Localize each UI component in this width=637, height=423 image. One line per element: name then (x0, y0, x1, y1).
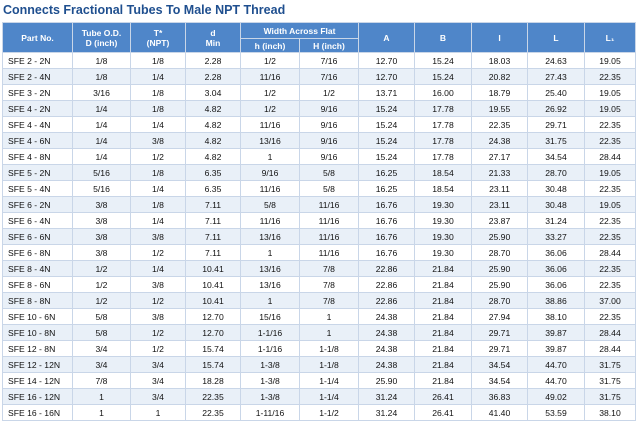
cell-i: 25.90 (472, 229, 528, 245)
cell-tube-od: 3/8 (73, 245, 131, 261)
cell-b: 17.78 (415, 133, 472, 149)
cell-i: 28.70 (472, 245, 528, 261)
cell-l: 44.70 (528, 357, 585, 373)
cell-part-no: SFE 2 - 2N (3, 53, 73, 69)
header-h-small: h (inch) (241, 39, 300, 53)
cell-h-large: 1-1/8 (300, 357, 359, 373)
cell-d-min: 15.74 (186, 341, 241, 357)
header-h-large: H (inch) (300, 39, 359, 53)
cell-l: 30.48 (528, 181, 585, 197)
cell-a: 31.24 (359, 389, 415, 405)
cell-d-min: 4.82 (186, 117, 241, 133)
cell-part-no: SFE 4 - 2N (3, 101, 73, 117)
cell-l: 31.24 (528, 213, 585, 229)
cell-tube-od: 1/4 (73, 133, 131, 149)
cell-l: 24.63 (528, 53, 585, 69)
cell-l1: 22.35 (585, 181, 636, 197)
table-row (3, 293, 636, 309)
header-i: I (472, 23, 528, 53)
cell-l1: 31.75 (585, 373, 636, 389)
header-d-min (186, 23, 241, 53)
cell-d-min: 18.28 (186, 373, 241, 389)
cell-h-small: 11/16 (241, 69, 300, 85)
cell-h-small: 1-3/8 (241, 389, 300, 405)
header-tube-od (73, 23, 131, 53)
cell-h-small: 13/16 (241, 133, 300, 149)
cell-l1: 28.44 (585, 341, 636, 357)
cell-l1: 22.35 (585, 117, 636, 133)
cell-l1: 19.05 (585, 197, 636, 213)
cell-thread: 3/8 (131, 133, 186, 149)
cell-h-large: 9/16 (300, 101, 359, 117)
cell-l: 39.87 (528, 341, 585, 357)
cell-d-min: 7.11 (186, 245, 241, 261)
cell-thread: 1/2 (131, 149, 186, 165)
cell-h-small: 1-3/8 (241, 357, 300, 373)
cell-d-min: 6.35 (186, 165, 241, 181)
cell-a: 15.24 (359, 149, 415, 165)
cell-i: 22.35 (472, 117, 528, 133)
cell-b: 21.84 (415, 341, 472, 357)
cell-a: 12.70 (359, 53, 415, 69)
cell-h-large: 7/8 (300, 293, 359, 309)
cell-h-large: 1-1/8 (300, 341, 359, 357)
cell-tube-od: 1/2 (73, 261, 131, 277)
cell-l1: 22.35 (585, 229, 636, 245)
cell-thread: 1/4 (131, 261, 186, 277)
cell-i: 27.17 (472, 149, 528, 165)
table-row (3, 245, 636, 261)
cell-thread: 3/4 (131, 373, 186, 389)
cell-h-small: 1 (241, 245, 300, 261)
cell-d-min: 15.74 (186, 357, 241, 373)
cell-a: 24.38 (359, 341, 415, 357)
cell-d-min: 12.70 (186, 309, 241, 325)
cell-tube-od: 7/8 (73, 373, 131, 389)
table-row (3, 261, 636, 277)
header-l1: L₁ (585, 23, 636, 53)
cell-l1: 31.75 (585, 389, 636, 405)
cell-d-min: 10.41 (186, 277, 241, 293)
table-row (3, 133, 636, 149)
cell-l: 39.87 (528, 325, 585, 341)
cell-part-no: SFE 6 - 6N (3, 229, 73, 245)
cell-part-no: SFE 8 - 4N (3, 261, 73, 277)
cell-i: 27.94 (472, 309, 528, 325)
table-row (3, 101, 636, 117)
header-a: A (359, 23, 415, 53)
cell-h-large: 1-1/2 (300, 405, 359, 421)
cell-h-small: 1/2 (241, 53, 300, 69)
table-row (3, 213, 636, 229)
cell-d-min: 7.11 (186, 213, 241, 229)
cell-a: 15.24 (359, 117, 415, 133)
cell-a: 16.76 (359, 245, 415, 261)
cell-l1: 31.75 (585, 357, 636, 373)
cell-l1: 19.05 (585, 101, 636, 117)
table-row (3, 53, 636, 69)
cell-l: 53.59 (528, 405, 585, 421)
cell-i: 34.54 (472, 357, 528, 373)
table-row (3, 373, 636, 389)
cell-tube-od: 5/16 (73, 165, 131, 181)
cell-l1: 28.44 (585, 149, 636, 165)
cell-h-small: 5/8 (241, 197, 300, 213)
header-b: B (415, 23, 472, 53)
cell-i: 28.70 (472, 293, 528, 309)
cell-part-no: SFE 14 - 12N (3, 373, 73, 389)
header-tube-od-line2: D (inch) (85, 37, 118, 48)
header-row-top (3, 23, 636, 39)
cell-thread: 1/2 (131, 293, 186, 309)
cell-tube-od: 1/4 (73, 101, 131, 117)
table-row (3, 85, 636, 101)
cell-l1: 22.35 (585, 133, 636, 149)
cell-l1: 37.00 (585, 293, 636, 309)
cell-thread: 1/8 (131, 101, 186, 117)
cell-l1: 19.05 (585, 53, 636, 69)
cell-d-min: 3.04 (186, 85, 241, 101)
cell-tube-od: 3/16 (73, 85, 131, 101)
cell-part-no: SFE 3 - 2N (3, 85, 73, 101)
cell-l1: 28.44 (585, 325, 636, 341)
cell-a: 22.86 (359, 293, 415, 309)
cell-b: 19.30 (415, 213, 472, 229)
cell-d-min: 4.82 (186, 149, 241, 165)
cell-l: 36.06 (528, 245, 585, 261)
cell-i: 29.71 (472, 325, 528, 341)
cell-l1: 22.35 (585, 213, 636, 229)
cell-tube-od: 1 (73, 405, 131, 421)
cell-d-min: 7.11 (186, 197, 241, 213)
cell-a: 31.24 (359, 405, 415, 421)
cell-h-large: 5/8 (300, 181, 359, 197)
cell-h-small: 13/16 (241, 229, 300, 245)
table-row (3, 389, 636, 405)
cell-part-no: SFE 4 - 8N (3, 149, 73, 165)
cell-thread: 1/4 (131, 213, 186, 229)
table-row (3, 149, 636, 165)
cell-thread: 3/8 (131, 277, 186, 293)
cell-thread: 3/8 (131, 229, 186, 245)
cell-l: 31.75 (528, 133, 585, 149)
cell-i: 23.11 (472, 197, 528, 213)
cell-part-no: SFE 8 - 8N (3, 293, 73, 309)
cell-d-min: 10.41 (186, 261, 241, 277)
cell-h-large: 9/16 (300, 117, 359, 133)
cell-i: 18.79 (472, 85, 528, 101)
cell-b: 26.41 (415, 405, 472, 421)
cell-b: 19.30 (415, 197, 472, 213)
cell-thread: 3/8 (131, 309, 186, 325)
cell-b: 17.78 (415, 101, 472, 117)
cell-a: 16.25 (359, 181, 415, 197)
cell-tube-od: 5/16 (73, 181, 131, 197)
cell-a: 22.86 (359, 261, 415, 277)
cell-h-small: 1-1/16 (241, 325, 300, 341)
cell-i: 23.87 (472, 213, 528, 229)
cell-b: 15.24 (415, 53, 472, 69)
cell-thread: 1/4 (131, 117, 186, 133)
cell-l: 27.43 (528, 69, 585, 85)
cell-thread: 1 (131, 405, 186, 421)
cell-part-no: SFE 10 - 6N (3, 309, 73, 325)
cell-h-large: 11/16 (300, 229, 359, 245)
table-row (3, 69, 636, 85)
cell-i: 36.83 (472, 389, 528, 405)
header-thread-line2: (NPT) (146, 37, 170, 48)
cell-a: 24.38 (359, 325, 415, 341)
cell-l1: 28.44 (585, 245, 636, 261)
table-row (3, 229, 636, 245)
cell-d-min: 4.82 (186, 133, 241, 149)
cell-l: 33.27 (528, 229, 585, 245)
cell-b: 15.24 (415, 69, 472, 85)
cell-d-min: 22.35 (186, 389, 241, 405)
cell-tube-od: 3/8 (73, 213, 131, 229)
cell-part-no: SFE 4 - 4N (3, 117, 73, 133)
header-width-across-flat: Width Across Flat (241, 23, 359, 39)
cell-i: 23.11 (472, 181, 528, 197)
cell-d-min: 7.11 (186, 229, 241, 245)
cell-b: 21.84 (415, 277, 472, 293)
table-row (3, 181, 636, 197)
cell-b: 21.84 (415, 325, 472, 341)
cell-h-small: 11/16 (241, 117, 300, 133)
cell-tube-od: 1/2 (73, 293, 131, 309)
cell-h-small: 1 (241, 149, 300, 165)
cell-l: 49.02 (528, 389, 585, 405)
cell-a: 15.24 (359, 133, 415, 149)
cell-a: 22.86 (359, 277, 415, 293)
table-row (3, 117, 636, 133)
cell-h-small: 1-3/8 (241, 373, 300, 389)
cell-a: 24.38 (359, 357, 415, 373)
cell-a: 16.76 (359, 197, 415, 213)
cell-l: 26.92 (528, 101, 585, 117)
cell-l: 34.54 (528, 149, 585, 165)
cell-part-no: SFE 5 - 2N (3, 165, 73, 181)
cell-part-no: SFE 12 - 12N (3, 357, 73, 373)
cell-i: 34.54 (472, 373, 528, 389)
header-d-line2: Min (205, 37, 221, 48)
header-l: L (528, 23, 585, 53)
cell-thread: 3/4 (131, 357, 186, 373)
cell-l: 36.06 (528, 261, 585, 277)
cell-l: 30.48 (528, 197, 585, 213)
cell-h-large: 7/8 (300, 277, 359, 293)
cell-b: 18.54 (415, 165, 472, 181)
cell-i: 20.82 (472, 69, 528, 85)
cell-l1: 38.10 (585, 405, 636, 421)
cell-a: 25.90 (359, 373, 415, 389)
cell-part-no: SFE 8 - 6N (3, 277, 73, 293)
cell-tube-od: 1/4 (73, 149, 131, 165)
cell-d-min: 10.41 (186, 293, 241, 309)
cell-d-min: 12.70 (186, 325, 241, 341)
header-tube-od-line1: Tube O.D. (81, 27, 122, 38)
cell-h-small: 1/2 (241, 85, 300, 101)
cell-l: 38.86 (528, 293, 585, 309)
cell-h-small: 1/2 (241, 101, 300, 117)
cell-h-small: 1-1/16 (241, 341, 300, 357)
cell-tube-od: 3/4 (73, 357, 131, 373)
cell-h-large: 11/16 (300, 213, 359, 229)
cell-tube-od: 3/8 (73, 197, 131, 213)
cell-thread: 3/4 (131, 389, 186, 405)
cell-i: 25.90 (472, 277, 528, 293)
cell-b: 21.84 (415, 373, 472, 389)
cell-part-no: SFE 12 - 8N (3, 341, 73, 357)
cell-d-min: 4.82 (186, 101, 241, 117)
cell-tube-od: 3/4 (73, 341, 131, 357)
header-thread-line1: T* (153, 27, 163, 38)
cell-l: 29.71 (528, 117, 585, 133)
cell-h-large: 1-1/4 (300, 373, 359, 389)
table-row (3, 341, 636, 357)
cell-thread: 1/8 (131, 165, 186, 181)
cell-part-no: SFE 16 - 16N (3, 405, 73, 421)
cell-d-min: 2.28 (186, 69, 241, 85)
cell-h-small: 11/16 (241, 181, 300, 197)
cell-h-large: 1 (300, 309, 359, 325)
cell-tube-od: 1/2 (73, 277, 131, 293)
cell-h-small: 11/16 (241, 213, 300, 229)
cell-d-min: 6.35 (186, 181, 241, 197)
table-row (3, 325, 636, 341)
cell-thread: 1/2 (131, 245, 186, 261)
cell-l: 25.40 (528, 85, 585, 101)
cell-b: 21.84 (415, 293, 472, 309)
cell-b: 17.78 (415, 149, 472, 165)
cell-h-small: 13/16 (241, 277, 300, 293)
cell-a: 16.25 (359, 165, 415, 181)
cell-l1: 19.05 (585, 165, 636, 181)
cell-h-large: 7/16 (300, 53, 359, 69)
table-row (3, 309, 636, 325)
table-row (3, 357, 636, 373)
cell-d-min: 22.35 (186, 405, 241, 421)
cell-h-large: 5/8 (300, 165, 359, 181)
cell-l1: 22.35 (585, 261, 636, 277)
specification-table (2, 22, 636, 421)
cell-i: 41.40 (472, 405, 528, 421)
cell-part-no: SFE 6 - 8N (3, 245, 73, 261)
cell-tube-od: 1/4 (73, 117, 131, 133)
cell-thread: 1/8 (131, 53, 186, 69)
cell-h-large: 1 (300, 325, 359, 341)
cell-h-large: 7/16 (300, 69, 359, 85)
cell-thread: 1/8 (131, 85, 186, 101)
cell-part-no: SFE 10 - 8N (3, 325, 73, 341)
cell-thread: 1/4 (131, 181, 186, 197)
cell-b: 17.78 (415, 117, 472, 133)
table-body (3, 53, 636, 421)
cell-i: 21.33 (472, 165, 528, 181)
cell-h-small: 15/16 (241, 309, 300, 325)
cell-tube-od: 5/8 (73, 309, 131, 325)
cell-l: 36.06 (528, 277, 585, 293)
cell-h-large: 1/2 (300, 85, 359, 101)
cell-h-large: 1-1/4 (300, 389, 359, 405)
cell-b: 21.84 (415, 261, 472, 277)
cell-l: 44.70 (528, 373, 585, 389)
cell-thread: 1/2 (131, 341, 186, 357)
cell-h-small: 1 (241, 293, 300, 309)
cell-i: 18.03 (472, 53, 528, 69)
table-row (3, 165, 636, 181)
cell-i: 29.71 (472, 341, 528, 357)
cell-h-large: 9/16 (300, 133, 359, 149)
cell-h-small: 13/16 (241, 261, 300, 277)
header-d-line1: d (210, 27, 216, 38)
cell-a: 15.24 (359, 101, 415, 117)
cell-tube-od: 1 (73, 389, 131, 405)
cell-thread: 1/4 (131, 69, 186, 85)
cell-tube-od: 1/8 (73, 69, 131, 85)
page-title: Connects Fractional Tubes To Male NPT Thread (3, 3, 286, 17)
cell-h-large: 11/16 (300, 197, 359, 213)
cell-tube-od: 5/8 (73, 325, 131, 341)
cell-h-large: 9/16 (300, 149, 359, 165)
cell-b: 19.30 (415, 229, 472, 245)
table-row (3, 405, 636, 421)
cell-l1: 19.05 (585, 85, 636, 101)
cell-h-large: 7/8 (300, 261, 359, 277)
cell-d-min: 2.28 (186, 53, 241, 69)
cell-i: 19.55 (472, 101, 528, 117)
cell-part-no: SFE 4 - 6N (3, 133, 73, 149)
cell-i: 24.38 (472, 133, 528, 149)
cell-b: 18.54 (415, 181, 472, 197)
cell-l: 28.70 (528, 165, 585, 181)
cell-thread: 1/2 (131, 325, 186, 341)
cell-h-small: 1-11/16 (241, 405, 300, 421)
cell-l1: 22.35 (585, 309, 636, 325)
table-row (3, 277, 636, 293)
cell-a: 12.70 (359, 69, 415, 85)
cell-part-no: SFE 2 - 4N (3, 69, 73, 85)
cell-b: 16.00 (415, 85, 472, 101)
cell-h-large: 11/16 (300, 245, 359, 261)
cell-part-no: SFE 6 - 2N (3, 197, 73, 213)
cell-b: 21.84 (415, 309, 472, 325)
cell-a: 16.76 (359, 213, 415, 229)
cell-part-no: SFE 16 - 12N (3, 389, 73, 405)
table-row (3, 197, 636, 213)
cell-a: 16.76 (359, 229, 415, 245)
cell-tube-od: 3/8 (73, 229, 131, 245)
cell-part-no: SFE 5 - 4N (3, 181, 73, 197)
cell-a: 24.38 (359, 309, 415, 325)
cell-b: 26.41 (415, 389, 472, 405)
cell-a: 13.71 (359, 85, 415, 101)
cell-h-small: 9/16 (241, 165, 300, 181)
cell-thread: 1/8 (131, 197, 186, 213)
cell-l1: 22.35 (585, 277, 636, 293)
header-part-no: Part No. (3, 23, 73, 53)
cell-tube-od: 1/8 (73, 53, 131, 69)
cell-part-no: SFE 6 - 4N (3, 213, 73, 229)
cell-b: 19.30 (415, 245, 472, 261)
cell-b: 21.84 (415, 357, 472, 373)
cell-l1: 22.35 (585, 69, 636, 85)
cell-i: 25.90 (472, 261, 528, 277)
header-thread (131, 23, 186, 53)
cell-l: 38.10 (528, 309, 585, 325)
